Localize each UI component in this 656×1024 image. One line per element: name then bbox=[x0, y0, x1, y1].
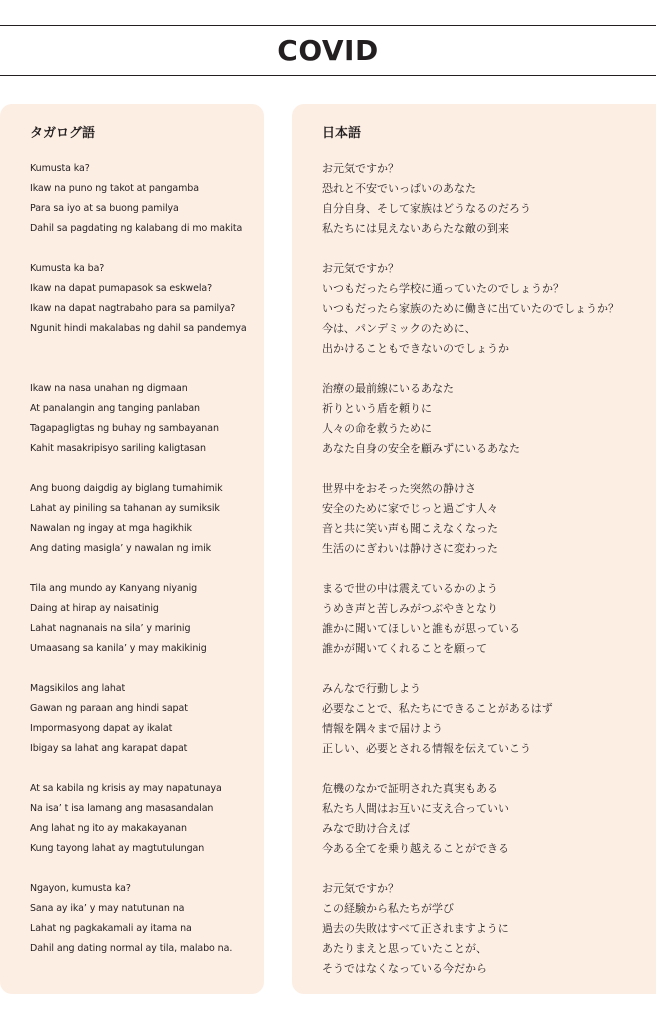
tagalog-line: Lahat ay piniling sa tahanan ay sumiksik bbox=[30, 503, 220, 514]
tagalog-line: Magsikilos ang lahat bbox=[30, 683, 126, 694]
tagalog-line: Ang dating masigla’ y nawalan ng imik bbox=[30, 543, 212, 554]
tagalog-line: At panalangin ang tanging panlaban bbox=[30, 403, 200, 414]
japanese-stanza bbox=[322, 779, 509, 859]
japanese-line: 正しい、必要とされる情報を伝えていこう bbox=[322, 742, 531, 755]
tagalog-line: Dahil ang dating normal ay tila, malabo na. bbox=[30, 943, 233, 954]
japanese-heading: 日本語 bbox=[322, 126, 362, 141]
tagalog-line: Umaasang sa kanila’ y may makikinig bbox=[30, 643, 207, 654]
japanese-line: お元気ですか？ bbox=[322, 162, 399, 175]
tagalog-line: Gawan ng paraan ang hindi sapat bbox=[30, 703, 188, 714]
japanese-line: 世界中をおそった突然の静けさ bbox=[322, 482, 476, 495]
tagalog-line: Kahit masakripisyo sariling kaligtasan bbox=[30, 443, 206, 454]
tagalog-line: Tagapagligtas ng buhay ng sambayanan bbox=[30, 423, 219, 434]
japanese-line: 自分自身、そして家族はどうなるのだろう bbox=[322, 202, 531, 215]
tagalog-stanza bbox=[30, 679, 188, 759]
japanese-line: まるで世の中は震えているかのよう bbox=[322, 582, 498, 595]
tagalog-line: Para sa iyo at sa buong pamilya bbox=[30, 203, 179, 214]
japanese-line: あたりまえと思っていたことが、 bbox=[322, 942, 487, 955]
japanese-line: 今ある全てを乗り越えることができる bbox=[322, 842, 509, 855]
tagalog-stanza bbox=[30, 159, 242, 239]
japanese-stanza bbox=[322, 159, 531, 239]
tagalog-line: Ikaw na dapat nagtrabaho para sa pamilya? bbox=[30, 303, 236, 314]
japanese-line: いつもだったら学校に通っていたのでしょうか？ bbox=[322, 282, 564, 295]
tagalog-stanza bbox=[30, 259, 247, 339]
japanese-line: 危機のなかで証明された真実もある bbox=[322, 782, 498, 795]
japanese-line: みなで助け合えば bbox=[322, 822, 410, 835]
tagalog-line: Sana ay ika’ y may natutunan na bbox=[30, 903, 185, 914]
tagalog-line: Ngunit hindi makalabas ng dahil sa pandemya bbox=[30, 323, 247, 334]
tagalog-line: Ibigay sa lahat ang karapat dapat bbox=[30, 743, 188, 754]
page-title: COVID bbox=[277, 34, 379, 67]
tagalog-line: Ngayon, kumusta ka? bbox=[30, 883, 131, 894]
japanese-line: 生活のにぎわいは静けさに変わった bbox=[322, 542, 498, 555]
japanese-line: 過去の失敗はすべて正されますように bbox=[322, 922, 509, 935]
tagalog-line: Dahil sa pagdating ng kalabang di mo makita bbox=[30, 223, 243, 234]
japanese-line: 治療の最前線にいるあなた bbox=[322, 382, 454, 395]
japanese-panel bbox=[292, 104, 656, 994]
title-bar bbox=[0, 25, 656, 76]
japanese-line: 今は、パンデミックのために、 bbox=[322, 322, 476, 335]
japanese-line: 私たち人間はお互いに支え合っていい bbox=[322, 802, 509, 815]
japanese-line: 人々の命を救うために bbox=[322, 422, 432, 435]
tagalog-line: Tila ang mundo ay Kanyang niyanig bbox=[30, 583, 198, 594]
tagalog-line: Kumusta ka ba? bbox=[30, 263, 105, 274]
tagalog-line: Daing at hirap ay naisatinig bbox=[30, 603, 159, 614]
japanese-stanza bbox=[322, 679, 553, 759]
tagalog-panel bbox=[0, 104, 264, 994]
japanese-line: 音と共に笑い声も聞こえなくなった bbox=[322, 522, 498, 535]
japanese-line: 出かけることもできないのでしょうか bbox=[322, 342, 509, 355]
tagalog-stanza bbox=[30, 879, 232, 959]
japanese-stanza bbox=[322, 479, 498, 559]
tagalog-line: Lahat nagnanais na sila’ y marinig bbox=[30, 623, 191, 634]
japanese-line: いつもだったら家族のために働きに出ていたのでしょうか？ bbox=[322, 302, 619, 315]
tagalog-line: Ang buong daigdig ay biglang tumahimik bbox=[30, 483, 223, 494]
tagalog-line: Nawalan ng ingay at mga hagikhik bbox=[30, 523, 192, 534]
tagalog-line: At sa kabila ng krisis ay may napatunaya bbox=[30, 783, 222, 794]
tagalog-stanza bbox=[30, 479, 223, 559]
japanese-line: みんなで行動しよう bbox=[322, 682, 421, 695]
tagalog-line: Ikaw na nasa unahan ng digmaan bbox=[30, 383, 188, 394]
tagalog-line: Kung tayong lahat ay magtutulungan bbox=[30, 843, 205, 854]
japanese-line: 必要なことで、私たちにできることがあるはず bbox=[322, 702, 553, 715]
japanese-line: そうではなくなっている今だから bbox=[322, 962, 487, 975]
japanese-line: 私たちには見えないあらたな敵の到来 bbox=[322, 222, 509, 235]
tagalog-line: Lahat ng pagkakamali ay itama na bbox=[30, 923, 192, 934]
tagalog-stanza bbox=[30, 579, 207, 659]
japanese-line: この経験から私たちが学び bbox=[322, 902, 454, 915]
tagalog-line: Impormasyong dapat ay ikalat bbox=[30, 723, 173, 734]
japanese-line: うめき声と苦しみがつぶやきとなり bbox=[322, 602, 498, 615]
tagalog-stanza bbox=[30, 779, 222, 859]
japanese-line: お元気ですか？ bbox=[322, 882, 399, 895]
tagalog-line: Na isa’ t isa lamang ang masasandalan bbox=[30, 803, 214, 814]
tagalog-heading: タガログ語 bbox=[30, 126, 96, 141]
japanese-stanza bbox=[322, 379, 520, 459]
tagalog-line: Ikaw na puno ng takot at pangamba bbox=[30, 183, 199, 194]
japanese-line: お元気ですか？ bbox=[322, 262, 399, 275]
japanese-line: 恐れと不安でいっぱいのあなた bbox=[322, 182, 476, 195]
tagalog-line: Kumusta ka? bbox=[30, 163, 90, 174]
japanese-line: 安全のために家でじっと過ごす人々 bbox=[322, 502, 498, 515]
japanese-line: 祈りという盾を頼りに bbox=[322, 402, 432, 415]
japanese-line: 誰かが聞いてくれることを願って bbox=[322, 642, 487, 655]
tagalog-line: Ang lahat ng ito ay makakayanan bbox=[30, 823, 187, 834]
japanese-stanza bbox=[322, 259, 619, 359]
tagalog-stanza bbox=[30, 379, 219, 459]
japanese-stanza bbox=[322, 879, 509, 979]
tagalog-line: Ikaw na dapat pumapasok sa eskwela? bbox=[30, 283, 213, 294]
japanese-stanza bbox=[322, 579, 520, 659]
japanese-line: あなた自身の安全を顧みずにいるあなた bbox=[322, 442, 520, 455]
japanese-line: 情報を隅々まで届けよう bbox=[322, 722, 443, 735]
japanese-line: 誰かに聞いてほしいと誰もが思っている bbox=[322, 622, 520, 635]
